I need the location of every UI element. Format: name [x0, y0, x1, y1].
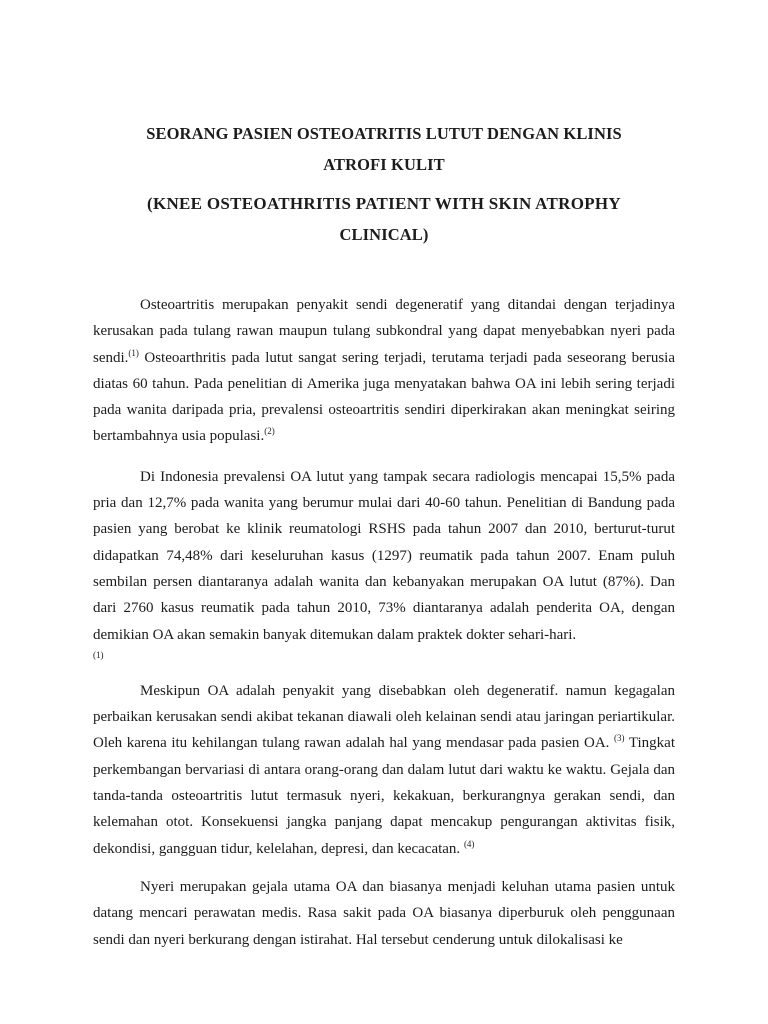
paragraph-2 — [93, 464, 675, 662]
title-line-1: SEORANG PASIEN OSTEOATRITIS LUTUT DENGAN KLINIS — [146, 124, 622, 143]
reference-marker: (1) — [128, 347, 139, 358]
paragraph-1-text-b: Osteoarthritis pada lutut sangat sering terjadi, terutama terjadi pada seseorang berusia diatas 60 tahun. Pada penelitian di Amerika juga menyatakan bahwa OA ini lebih sering terjadi pada wanita daripada pria, prevalensi osteoartritis sendiri diperkirakan akan meningkat seiring bertambahnya usia populasi. — [93, 349, 675, 445]
paragraph-3-text-b: Tingkat perkembangan bervariasi di antara orang-orang dan dalam lutut dari waktu ke waktu. Gejala dan tanda-tanda osteoartritis lutut termasuk nyeri, kekakuan, berkurangnya gerakan sendi, dan kelemahan otot. Konsekuensi jangka panjang dapat mencakup pengurangan aktivitas fisik, dekondisi, gangguan tidur, kelelahan, depresi, dan kecacatan. — [93, 735, 676, 857]
paragraph-3-text-a: Meskipun OA adalah penyakit yang disebabkan oleh degeneratif. namun kegagalan perbaikan kerusakan sendi akibat tekanan diawali oleh kelainan sendi atau jaringan periartikular. Oleh karena itu kehilangan tulang rawan adalah hal yang mendasar pada pasien OA. — [93, 682, 675, 752]
body-text — [93, 292, 675, 953]
paragraph-2-text: Di Indonesia prevalensi OA lutut yang tampak secara radiologis mencapai 15,5% pada pria dan 12,7% pada wanita yang berumur mulai dari 40-60 tahun. Penelitian di Bandung pada pasien yang berobat ke klinik reumatologi RSHS pada tahun 2007 dan 2010, berturut-turut didapatkan 74,48% dari keseluruhan kasus (1297) reumatik pada tahun 2007. Enam puluh sembilan persen diantaranya adalah wanita dan kebanyakan merupakan OA lutut (87%). Dan dari 2760 kasus reumatik pada tahun 2010, 73% diantaranya adalah penderita OA, dengan demikian OA akan semakin banyak ditemukan dalam praktek dokter sehari-hari. — [93, 468, 675, 643]
reference-marker: (1) — [93, 649, 104, 660]
paragraph-1 — [93, 292, 675, 450]
paragraph-3 — [93, 678, 675, 862]
title-line-2: ATROFI KULIT — [323, 155, 445, 174]
english-title-line-1: (KNEE OSTEOATHRITIS PATIENT WITH SKIN ATROPHY — [146, 194, 622, 213]
english-title-line-2: CLINICAL) — [339, 225, 429, 244]
reference-marker: (4) — [463, 838, 475, 849]
paragraph-4 — [93, 874, 675, 953]
reference-marker: (2) — [264, 426, 275, 437]
paragraph-1-text-a: Osteoartritis merupakan penyakit sendi degeneratif yang ditandai dengan terjadinya kerusakan pada tulang rawan maupun tulang subkondral yang dapat menyebabkan nyeri pada sendi. — [93, 297, 675, 366]
title-block — [80, 118, 688, 250]
reference-marker: (3) — [614, 733, 625, 744]
paragraph-4-text: Nyeri merupakan gejala utama OA dan biasanya menjadi keluhan utama pasien untuk datang mencari perawatan medis. Rasa sakit pada OA biasanya diperburuk oleh penggunaan sendi dan nyeri berkurang dengan istirahat. Hal tersebut cenderung untuk dilokalisasi ke — [93, 878, 675, 948]
